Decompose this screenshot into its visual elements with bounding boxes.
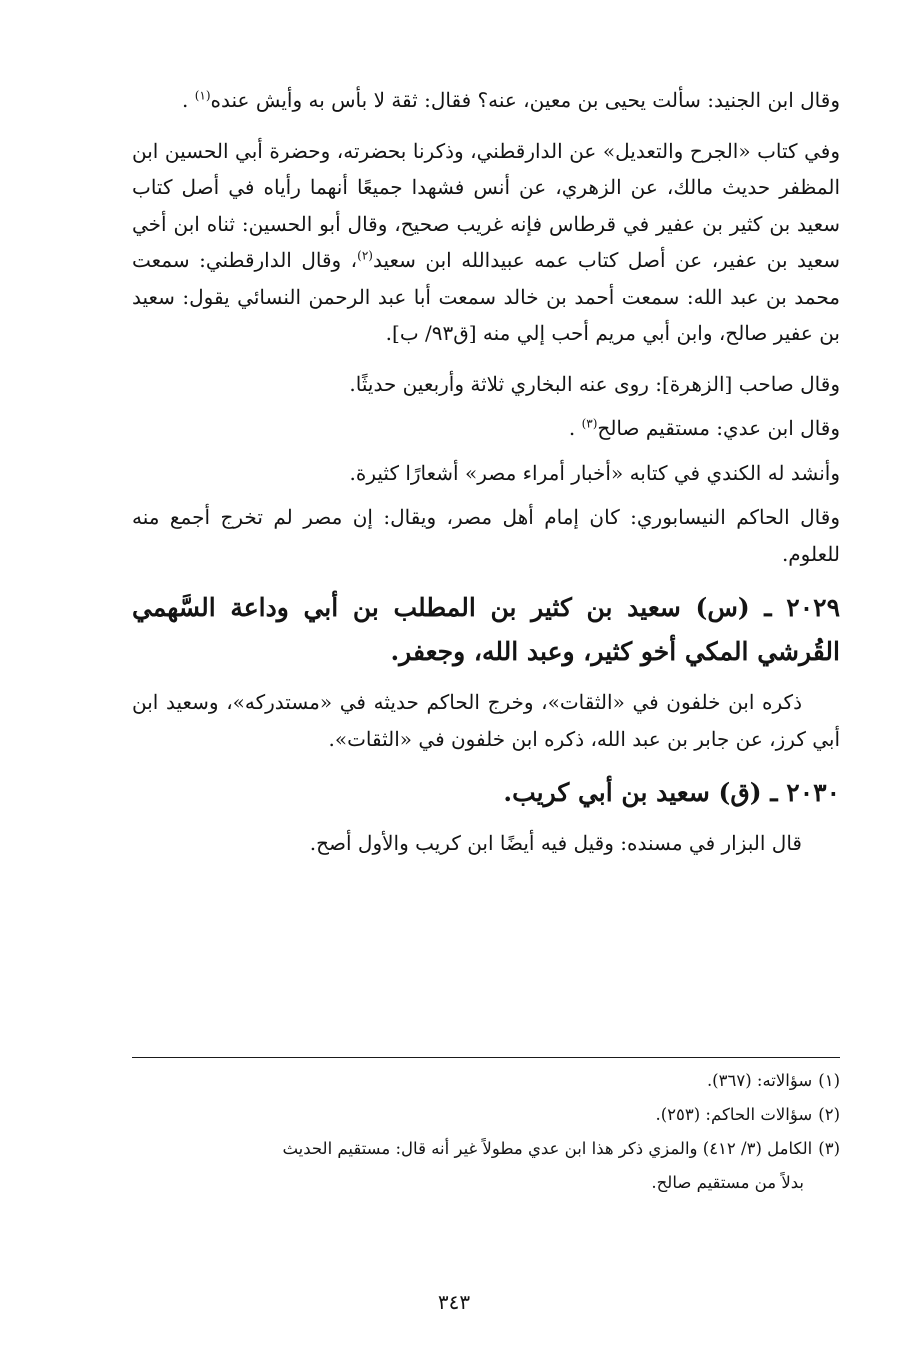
footnote-3-continuation: بدلاً من مستقيم صالح. (651, 1173, 804, 1192)
footnote-text: الكامل (٣/ ٤١٢) والمزي ذكر هذا ابن عدي مطولاً غير أنه قال: مستقيم الحديث (282, 1139, 813, 1158)
paragraph-jarh-tadil: وفي كتاب «الجرح والتعديل» عن الدارقطني، وذكرنا بحضرته، وحضرة أبي الحسين ابن المظفر حديث مالك، عن الزهري، عن أنس فشهدا جميعًا أنهما رأياه في أصل كتاب سعيد بن كثير بن عفير في قرطاس فإنه غريب صحيح، وقال أبو الحسين: ثناه ابن أخي سعيد بن عفير، عن أصل كتاب عمه عبيدالله ابن سعيد$^{(٢)}$، وقال الدارقطني: سمعت محمد بن عبد الله: سمعت أحمد بن خالد سمعت أبا عبد الرحمن النسائي يقول: سعيد بن عفير صالح، وابن أبي مريم أحب إلي منه [ق٩٣/ ب]. (132, 138, 840, 345)
paragraph-kindi: وأنشد له الكندي في كتابه «أخبار أمراء مصر» أشعارًا كثيرة. (349, 460, 840, 485)
entry-number: ٢٠٢٩ (786, 593, 840, 622)
entry-text-2030: قال البزار في مسنده: وقيل فيه أيضًا ابن كريب والأول أصح. (309, 831, 802, 855)
paragraph-ibn-al-junayd: وقال ابن الجنيد: سألت يحيى بن معين، عنه؟ فقال: ثقة لا بأس به وأيش عنده$^{(١)}$ . (182, 88, 840, 112)
footnote-mark: (٢) (818, 1105, 840, 1124)
paragraph-hakim: وقال الحاكم النيسابوري: كان إمام أهل مصر، ويقال: إن مصر لم تخرج أجمع منه للعلوم. (132, 505, 840, 566)
footnote-3 (132, 1132, 840, 1166)
entry-heading-2029 (132, 586, 840, 674)
entry-number: ٢٠٣٠ (786, 778, 840, 807)
footnote-mark: (١) (818, 1071, 840, 1090)
footnote-divider (132, 1057, 840, 1058)
footnote-ref-1[interactable]: (١) (194, 88, 211, 103)
entry-title: ـ (ق) سعيد بن أبي كريب. (503, 778, 787, 807)
entry-title: ـ (س) سعيد بن كثير بن المطلب بن أبي وداعة السَّهمي القُرشي المكي أخو كثير، وعبد الله، وجعفر. (132, 593, 840, 666)
page-number: ٣٤٣ (437, 1290, 471, 1314)
paragraph-zahra: وقال صاحب [الزهرة]: روى عنه البخاري ثلاثة وأربعين حديثًا. (349, 371, 840, 396)
page-body (132, 82, 840, 876)
footnote-text: سؤالاته: (٣٦٧). (706, 1071, 813, 1090)
footnote-1 (132, 1064, 840, 1098)
footnote-2 (132, 1098, 840, 1132)
footnote-ref-3[interactable]: (٣) (581, 416, 598, 431)
entry-text-2029: ذكره ابن خلفون في «الثقات»، وخرج الحاكم حديثه في «مستدركه»، وسعيد ابن أبي كرز، عن جابر بن عبد الله، ذكره ابن خلفون في «الثقات». (132, 690, 840, 751)
footnote-ref-2[interactable]: (٢) (357, 248, 373, 263)
entry-heading-2030 (132, 771, 840, 815)
footnotes (132, 1064, 840, 1200)
paragraph-ibn-adi: وقال ابن عدي: مستقيم صالح$^{(٣)}$ . (568, 416, 840, 440)
footnote-mark: (٣) (818, 1139, 840, 1158)
footnote-text: سؤالات الحاكم: (٢٥٣). (655, 1105, 813, 1124)
